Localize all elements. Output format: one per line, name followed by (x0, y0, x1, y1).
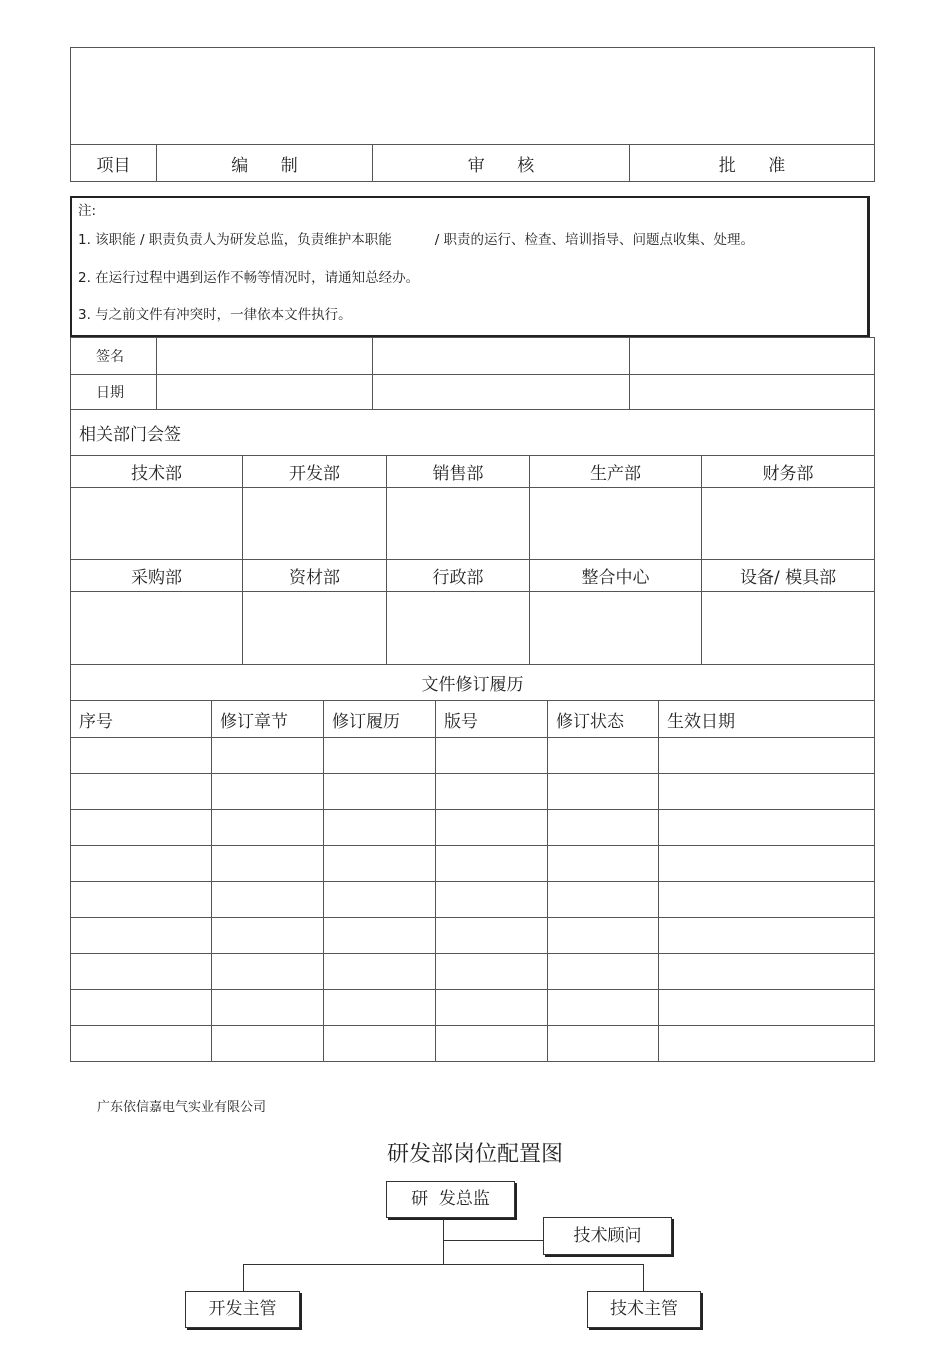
sign-cell-purchasing[interactable] (71, 592, 243, 665)
revision-cell[interactable] (436, 846, 548, 882)
revision-cell[interactable] (659, 954, 875, 990)
revision-cell[interactable] (324, 738, 436, 774)
revision-cell[interactable] (71, 1026, 212, 1062)
revision-row (71, 882, 875, 918)
revision-cell[interactable] (212, 918, 324, 954)
sign-cell-sales[interactable] (387, 488, 530, 560)
dept-admin: 行政部 (387, 560, 530, 592)
org-chart-title: 研发部岗位配置图 (386, 1142, 563, 1167)
revision-cell[interactable] (212, 990, 324, 1026)
revision-cell[interactable] (548, 990, 659, 1026)
item-label: 项目 (71, 145, 157, 182)
dept-integration: 整合中心 (530, 560, 702, 592)
sign-label: 签名 (71, 338, 157, 375)
note-line-2: 2. 在运行过程中遇到运作不畅等情况时，请通知总经办。 (78, 270, 420, 286)
revision-cell[interactable] (548, 810, 659, 846)
connector-director-down (443, 1219, 444, 1264)
date-review-cell[interactable] (373, 375, 630, 410)
revision-cell[interactable] (71, 846, 212, 882)
dept-dev: 开发部 (243, 456, 387, 488)
sign-cell-production[interactable] (530, 488, 702, 560)
revision-cell[interactable] (548, 738, 659, 774)
col-history: 修订履历 (324, 701, 436, 738)
revision-cell[interactable] (71, 918, 212, 954)
org-node-dev-manager: 开发主管 (185, 1291, 300, 1328)
date-label: 日期 (71, 375, 157, 410)
revision-cell[interactable] (436, 954, 548, 990)
revision-row (71, 990, 875, 1026)
note-line-1: 1. 该职能 / 职责负责人为研发总监，负责维护本职能 / 职责的运行、检查、培训指导、问题点收集、处理。 (78, 232, 755, 248)
revision-title: 文件修订履历 (71, 665, 875, 701)
revision-cell[interactable] (212, 882, 324, 918)
revision-cell[interactable] (548, 846, 659, 882)
revision-cell[interactable] (212, 954, 324, 990)
dept-finance: 财务部 (702, 456, 875, 488)
col-status: 修订状态 (548, 701, 659, 738)
org-node-advisor: 技术顾问 (543, 1217, 672, 1255)
approval-table (70, 47, 875, 182)
revision-cell[interactable] (436, 738, 548, 774)
approve-label: 批 准 (630, 145, 875, 182)
revision-cell[interactable] (548, 918, 659, 954)
connector-tech-manager (643, 1264, 644, 1291)
revision-cell[interactable] (659, 774, 875, 810)
revision-cell[interactable] (659, 1026, 875, 1062)
col-version: 版号 (436, 701, 548, 738)
revision-row (71, 810, 875, 846)
notes-box (70, 196, 870, 337)
sign-cell-materials[interactable] (243, 592, 387, 665)
revision-cell[interactable] (71, 954, 212, 990)
revision-cell[interactable] (436, 990, 548, 1026)
revision-cell[interactable] (71, 882, 212, 918)
sign-cell-finance[interactable] (702, 488, 875, 560)
revision-cell[interactable] (548, 954, 659, 990)
sign-approve-cell[interactable] (630, 338, 875, 375)
revision-cell[interactable] (324, 882, 436, 918)
revision-cell[interactable] (548, 882, 659, 918)
revision-cell[interactable] (548, 774, 659, 810)
sign-cell-dev[interactable] (243, 488, 387, 560)
notes-title: 注: (78, 203, 97, 219)
revision-row (71, 738, 875, 774)
revision-rows (71, 738, 875, 1062)
col-seq: 序号 (71, 701, 212, 738)
connector-managers (243, 1264, 644, 1265)
revision-cell[interactable] (436, 774, 548, 810)
date-approve-cell[interactable] (630, 375, 875, 410)
cosign-table (70, 409, 875, 665)
sign-cell-tech[interactable] (71, 488, 243, 560)
revision-cell[interactable] (659, 990, 875, 1026)
compile-label: 编 制 (157, 145, 373, 182)
revision-cell[interactable] (324, 954, 436, 990)
review-label: 审 核 (373, 145, 630, 182)
revision-cell[interactable] (324, 1026, 436, 1062)
revision-cell[interactable] (71, 990, 212, 1026)
revision-cell[interactable] (324, 846, 436, 882)
revision-cell[interactable] (212, 738, 324, 774)
blank-header-area (71, 48, 875, 145)
dept-purchasing: 采购部 (71, 560, 243, 592)
revision-cell[interactable] (324, 774, 436, 810)
revision-cell[interactable] (436, 918, 548, 954)
revision-cell[interactable] (436, 810, 548, 846)
date-compile-cell[interactable] (157, 375, 373, 410)
revision-row (71, 1026, 875, 1062)
sign-cell-equipment[interactable] (702, 592, 875, 665)
revision-row (71, 954, 875, 990)
company-name: 广东依信嘉电气实业有限公司 (97, 1100, 267, 1115)
connector-dev-manager (243, 1264, 244, 1291)
revision-cell[interactable] (659, 918, 875, 954)
revision-cell[interactable] (548, 1026, 659, 1062)
revision-cell[interactable] (659, 810, 875, 846)
revision-cell[interactable] (659, 738, 875, 774)
revision-cell[interactable] (324, 810, 436, 846)
org-node-tech-manager: 技术主管 (587, 1291, 701, 1328)
connector-advisor (443, 1240, 543, 1241)
revision-cell[interactable] (324, 918, 436, 954)
revision-cell[interactable] (212, 846, 324, 882)
revision-cell[interactable] (436, 882, 548, 918)
revision-cell[interactable] (659, 882, 875, 918)
revision-cell[interactable] (71, 738, 212, 774)
revision-cell[interactable] (212, 810, 324, 846)
note-line-3: 3. 与之前文件有冲突时，一律依本文件执行。 (78, 307, 352, 323)
dept-tech: 技术部 (71, 456, 243, 488)
revision-table (70, 664, 875, 1062)
dept-production: 生产部 (530, 456, 702, 488)
revision-row (71, 846, 875, 882)
revision-cell[interactable] (71, 774, 212, 810)
dept-materials: 资材部 (243, 560, 387, 592)
revision-cell[interactable] (659, 846, 875, 882)
revision-row (71, 918, 875, 954)
revision-cell[interactable] (324, 990, 436, 1026)
org-node-director: 研 发总监 (386, 1181, 515, 1218)
dept-equipment: 设备/ 模具部 (702, 560, 875, 592)
revision-cell[interactable] (436, 1026, 548, 1062)
sign-compile-cell[interactable] (157, 338, 373, 375)
sign-cell-integration[interactable] (530, 592, 702, 665)
col-section: 修订章节 (212, 701, 324, 738)
sign-review-cell[interactable] (373, 338, 630, 375)
sign-cell-admin[interactable] (387, 592, 530, 665)
col-effective-date: 生效日期 (659, 701, 875, 738)
cosign-title: 相关部门会签 (71, 410, 875, 456)
revision-cell[interactable] (212, 774, 324, 810)
sign-table (70, 337, 875, 410)
revision-cell[interactable] (212, 1026, 324, 1062)
revision-row (71, 774, 875, 810)
dept-sales: 销售部 (387, 456, 530, 488)
revision-cell[interactable] (71, 810, 212, 846)
